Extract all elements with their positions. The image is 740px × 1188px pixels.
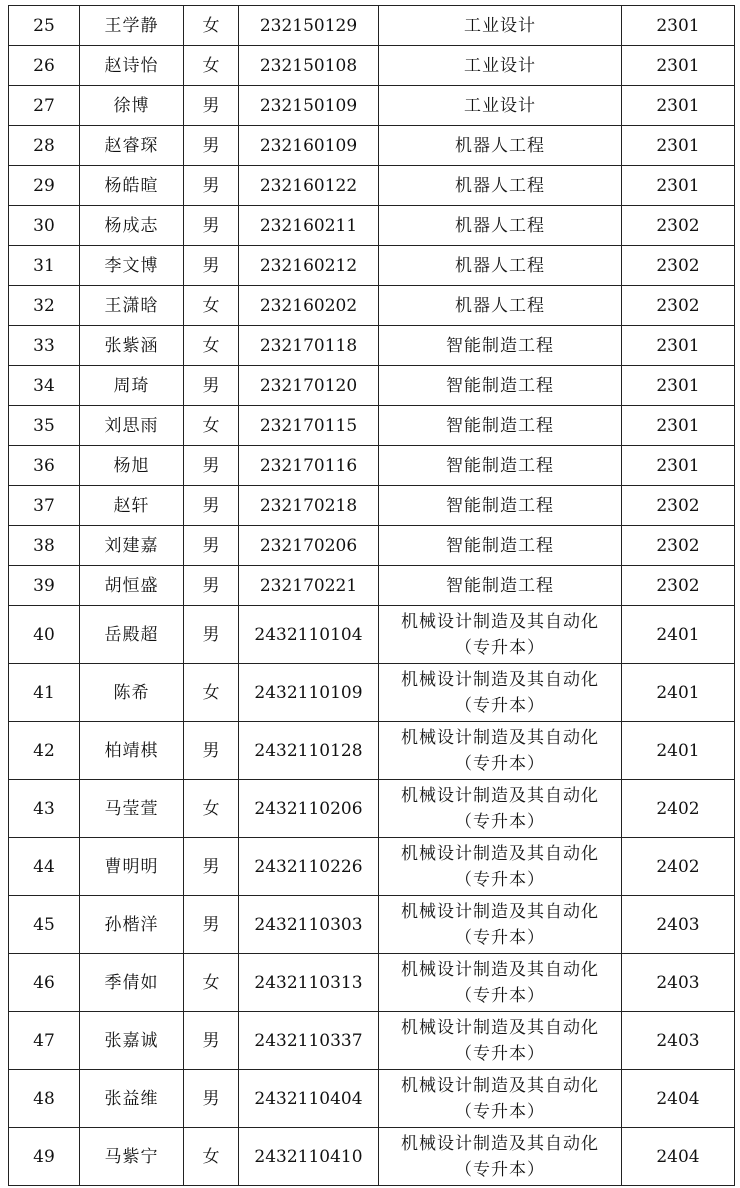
gender-cell: 女 <box>184 954 239 1012</box>
class-cell: 2302 <box>622 486 735 526</box>
row-number-cell: 25 <box>9 6 80 46</box>
class-cell: 2301 <box>622 326 735 366</box>
table-row <box>9 86 735 126</box>
student-id-cell: 2432110128 <box>239 722 379 780</box>
student-id-cell: 232150109 <box>239 86 379 126</box>
major-note: （专升本） <box>455 695 545 716</box>
major-cell <box>379 6 622 46</box>
class-cell: 2302 <box>622 206 735 246</box>
class-cell: 2401 <box>622 722 735 780</box>
major-note: （专升本） <box>455 637 545 658</box>
major-name: 机器人工程 <box>455 255 545 276</box>
table-row <box>9 446 735 486</box>
row-number-cell: 33 <box>9 326 80 366</box>
major-name: 机械设计制造及其自动化 <box>401 901 599 922</box>
student-id-cell: 2432110109 <box>239 664 379 722</box>
major-name: 工业设计 <box>464 55 536 76</box>
student-id-cell: 232170206 <box>239 526 379 566</box>
student-id-cell: 2432110104 <box>239 606 379 664</box>
student-id-cell: 232170115 <box>239 406 379 446</box>
student-id-cell: 2432110206 <box>239 780 379 838</box>
major-note: （专升本） <box>455 985 545 1006</box>
student-id-cell: 232160202 <box>239 286 379 326</box>
student-name-cell: 刘思雨 <box>80 406 184 446</box>
table-row <box>9 246 735 286</box>
major-cell <box>379 1012 622 1070</box>
major-note: （专升本） <box>455 869 545 890</box>
gender-cell: 男 <box>184 1012 239 1070</box>
class-cell: 2301 <box>622 46 735 86</box>
row-number-cell: 43 <box>9 780 80 838</box>
row-number-cell: 37 <box>9 486 80 526</box>
table-row <box>9 606 735 664</box>
gender-cell: 女 <box>184 406 239 446</box>
major-name: 机械设计制造及其自动化 <box>401 1075 599 1096</box>
major-cell <box>379 664 622 722</box>
major-name: 智能制造工程 <box>446 495 554 516</box>
major-name: 机器人工程 <box>455 135 545 156</box>
gender-cell: 男 <box>184 526 239 566</box>
major-cell <box>379 126 622 166</box>
major-cell <box>379 954 622 1012</box>
row-number-cell: 38 <box>9 526 80 566</box>
major-note: （专升本） <box>455 753 545 774</box>
major-note: （专升本） <box>455 811 545 832</box>
class-cell: 2301 <box>622 86 735 126</box>
major-name: 机械设计制造及其自动化 <box>401 1017 599 1038</box>
major-cell <box>379 1128 622 1186</box>
major-cell <box>379 1070 622 1128</box>
major-cell <box>379 246 622 286</box>
row-number-cell: 32 <box>9 286 80 326</box>
row-number-cell: 41 <box>9 664 80 722</box>
student-id-cell: 232160122 <box>239 166 379 206</box>
gender-cell: 男 <box>184 896 239 954</box>
major-note: （专升本） <box>455 927 545 948</box>
student-name-cell: 岳殿超 <box>80 606 184 664</box>
class-cell: 2401 <box>622 664 735 722</box>
student-id-cell: 2432110410 <box>239 1128 379 1186</box>
major-name: 智能制造工程 <box>446 535 554 556</box>
student-id-cell: 2432110313 <box>239 954 379 1012</box>
row-number-cell: 26 <box>9 46 80 86</box>
row-number-cell: 47 <box>9 1012 80 1070</box>
major-name: 机械设计制造及其自动化 <box>401 1133 599 1154</box>
major-name: 机械设计制造及其自动化 <box>401 843 599 864</box>
student-id-cell: 232160109 <box>239 126 379 166</box>
major-note: （专升本） <box>455 1101 545 1122</box>
class-cell: 2301 <box>622 166 735 206</box>
student-name-cell: 徐博 <box>80 86 184 126</box>
student-id-cell: 232170118 <box>239 326 379 366</box>
gender-cell: 女 <box>184 780 239 838</box>
gender-cell: 男 <box>184 486 239 526</box>
student-name-cell: 杨成志 <box>80 206 184 246</box>
student-name-cell: 刘建嘉 <box>80 526 184 566</box>
table-row <box>9 1070 735 1128</box>
gender-cell: 女 <box>184 1128 239 1186</box>
gender-cell: 女 <box>184 286 239 326</box>
row-number-cell: 48 <box>9 1070 80 1128</box>
student-id-cell: 232170221 <box>239 566 379 606</box>
gender-cell: 男 <box>184 446 239 486</box>
major-cell <box>379 406 622 446</box>
major-cell <box>379 446 622 486</box>
class-cell: 2302 <box>622 566 735 606</box>
major-name: 智能制造工程 <box>446 335 554 356</box>
student-name-cell: 马紫宁 <box>80 1128 184 1186</box>
major-name: 机械设计制造及其自动化 <box>401 611 599 632</box>
student-name-cell: 马莹萱 <box>80 780 184 838</box>
gender-cell: 男 <box>184 1070 239 1128</box>
student-name-cell: 季倩如 <box>80 954 184 1012</box>
student-name-cell: 张紫涵 <box>80 326 184 366</box>
class-cell: 2302 <box>622 286 735 326</box>
class-cell: 2402 <box>622 838 735 896</box>
row-number-cell: 34 <box>9 366 80 406</box>
class-cell: 2403 <box>622 954 735 1012</box>
major-name: 智能制造工程 <box>446 415 554 436</box>
student-name-cell: 李文博 <box>80 246 184 286</box>
major-cell <box>379 366 622 406</box>
gender-cell: 女 <box>184 6 239 46</box>
major-note: （专升本） <box>455 1043 545 1064</box>
table-row <box>9 126 735 166</box>
table-row <box>9 486 735 526</box>
major-cell <box>379 722 622 780</box>
gender-cell: 男 <box>184 206 239 246</box>
student-id-cell: 2432110337 <box>239 1012 379 1070</box>
student-name-cell: 张益维 <box>80 1070 184 1128</box>
class-cell: 2402 <box>622 780 735 838</box>
student-id-cell: 232170218 <box>239 486 379 526</box>
student-name-cell: 孙楷洋 <box>80 896 184 954</box>
gender-cell: 女 <box>184 326 239 366</box>
major-name: 工业设计 <box>464 95 536 116</box>
major-cell <box>379 838 622 896</box>
row-number-cell: 49 <box>9 1128 80 1186</box>
student-name-cell: 赵轩 <box>80 486 184 526</box>
major-cell <box>379 526 622 566</box>
row-number-cell: 36 <box>9 446 80 486</box>
student-id-cell: 232170120 <box>239 366 379 406</box>
row-number-cell: 29 <box>9 166 80 206</box>
class-cell: 2403 <box>622 1012 735 1070</box>
major-cell <box>379 326 622 366</box>
row-number-cell: 46 <box>9 954 80 1012</box>
major-name: 智能制造工程 <box>446 455 554 476</box>
major-cell <box>379 896 622 954</box>
major-cell <box>379 486 622 526</box>
row-number-cell: 45 <box>9 896 80 954</box>
table-row <box>9 366 735 406</box>
table-row <box>9 1128 735 1186</box>
table-row <box>9 780 735 838</box>
row-number-cell: 39 <box>9 566 80 606</box>
row-number-cell: 30 <box>9 206 80 246</box>
major-name: 工业设计 <box>464 15 536 36</box>
student-id-cell: 232150129 <box>239 6 379 46</box>
student-name-cell: 杨旭 <box>80 446 184 486</box>
major-cell <box>379 566 622 606</box>
class-cell: 2301 <box>622 126 735 166</box>
major-name: 机械设计制造及其自动化 <box>401 727 599 748</box>
gender-cell: 男 <box>184 838 239 896</box>
major-name: 机械设计制造及其自动化 <box>401 669 599 690</box>
major-name: 智能制造工程 <box>446 575 554 596</box>
major-name: 机器人工程 <box>455 215 545 236</box>
row-number-cell: 28 <box>9 126 80 166</box>
class-cell: 2301 <box>622 366 735 406</box>
gender-cell: 男 <box>184 722 239 780</box>
class-cell: 2301 <box>622 446 735 486</box>
table-row <box>9 1012 735 1070</box>
major-cell <box>379 46 622 86</box>
row-number-cell: 42 <box>9 722 80 780</box>
student-name-cell: 杨皓暄 <box>80 166 184 206</box>
row-number-cell: 31 <box>9 246 80 286</box>
table-row <box>9 206 735 246</box>
student-id-cell: 232160212 <box>239 246 379 286</box>
row-number-cell: 40 <box>9 606 80 664</box>
table-row <box>9 6 735 46</box>
major-cell <box>379 166 622 206</box>
class-cell: 2302 <box>622 526 735 566</box>
table-row <box>9 326 735 366</box>
student-name-cell: 王潇晗 <box>80 286 184 326</box>
major-name: 机械设计制造及其自动化 <box>401 959 599 980</box>
student-name-cell: 曹明明 <box>80 838 184 896</box>
class-cell: 2401 <box>622 606 735 664</box>
class-cell: 2403 <box>622 896 735 954</box>
student-name-cell: 王学静 <box>80 6 184 46</box>
table-row <box>9 46 735 86</box>
table-row <box>9 526 735 566</box>
row-number-cell: 35 <box>9 406 80 446</box>
table-row <box>9 722 735 780</box>
table-row <box>9 166 735 206</box>
major-cell <box>379 780 622 838</box>
gender-cell: 男 <box>184 166 239 206</box>
table-row <box>9 954 735 1012</box>
gender-cell: 男 <box>184 86 239 126</box>
table-row <box>9 566 735 606</box>
student-id-cell: 2432110303 <box>239 896 379 954</box>
gender-cell: 男 <box>184 126 239 166</box>
major-name: 机械设计制造及其自动化 <box>401 785 599 806</box>
class-cell: 2302 <box>622 246 735 286</box>
student-name-cell: 赵诗怡 <box>80 46 184 86</box>
major-cell <box>379 286 622 326</box>
table-row <box>9 664 735 722</box>
major-name: 机器人工程 <box>455 295 545 316</box>
student-name-cell: 周琦 <box>80 366 184 406</box>
class-cell: 2301 <box>622 406 735 446</box>
student-name-cell: 陈希 <box>80 664 184 722</box>
table-row <box>9 406 735 446</box>
student-name-cell: 赵睿琛 <box>80 126 184 166</box>
table-row <box>9 838 735 896</box>
student-roster-table <box>8 5 735 1186</box>
major-name: 智能制造工程 <box>446 375 554 396</box>
row-number-cell: 27 <box>9 86 80 126</box>
gender-cell: 男 <box>184 366 239 406</box>
gender-cell: 男 <box>184 246 239 286</box>
major-cell <box>379 606 622 664</box>
student-id-cell: 232150108 <box>239 46 379 86</box>
major-note: （专升本） <box>455 1159 545 1180</box>
major-cell <box>379 206 622 246</box>
table-row <box>9 896 735 954</box>
table-row <box>9 286 735 326</box>
student-id-cell: 232170116 <box>239 446 379 486</box>
student-name-cell: 胡恒盛 <box>80 566 184 606</box>
class-cell: 2301 <box>622 6 735 46</box>
gender-cell: 男 <box>184 606 239 664</box>
student-id-cell: 2432110226 <box>239 838 379 896</box>
row-number-cell: 44 <box>9 838 80 896</box>
table-body <box>9 6 735 1186</box>
class-cell: 2404 <box>622 1128 735 1186</box>
student-id-cell: 232160211 <box>239 206 379 246</box>
gender-cell: 男 <box>184 566 239 606</box>
major-name: 机器人工程 <box>455 175 545 196</box>
student-name-cell: 柏靖棋 <box>80 722 184 780</box>
student-name-cell: 张嘉诚 <box>80 1012 184 1070</box>
major-cell <box>379 86 622 126</box>
class-cell: 2404 <box>622 1070 735 1128</box>
gender-cell: 女 <box>184 46 239 86</box>
student-id-cell: 2432110404 <box>239 1070 379 1128</box>
gender-cell: 女 <box>184 664 239 722</box>
